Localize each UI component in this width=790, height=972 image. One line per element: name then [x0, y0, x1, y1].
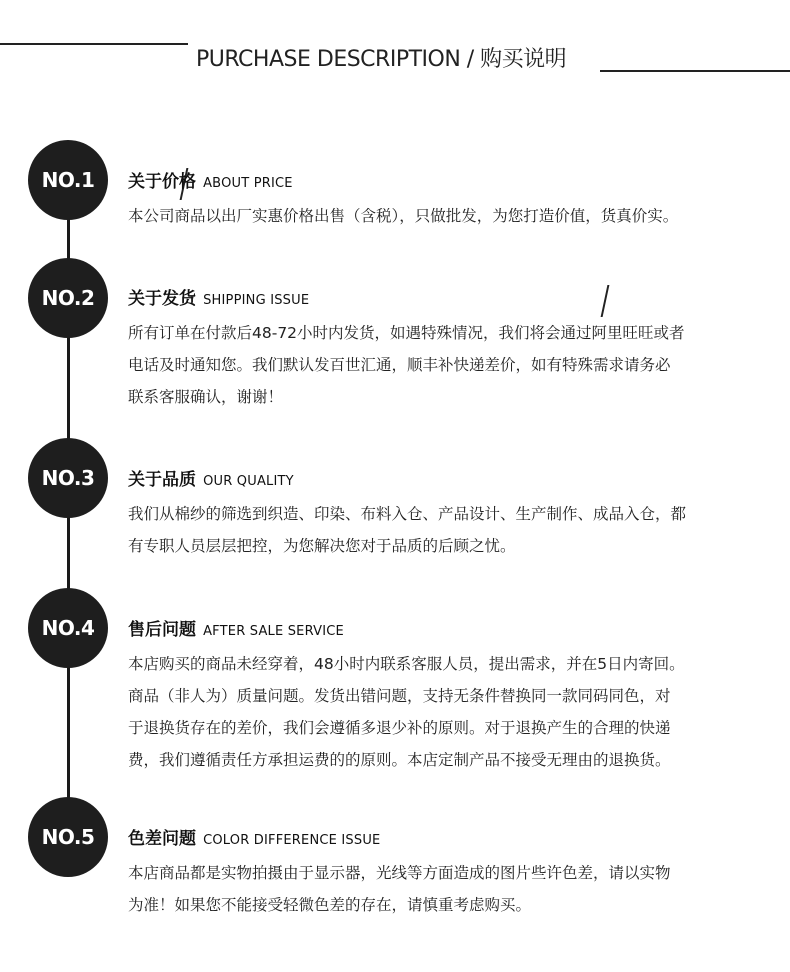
section-body: [128, 648, 778, 776]
header-rule-right: [600, 70, 790, 72]
section-title-cn: 关于价格: [128, 172, 196, 192]
header-rule-left: [0, 43, 188, 45]
section-shipping: [128, 285, 778, 413]
section-price: [128, 168, 778, 232]
section-title-en: COLOR DIFFERENCE ISSUE: [203, 833, 381, 848]
section-body: [128, 200, 778, 232]
number-badge-2: NO.2: [28, 258, 108, 338]
body-line: 商品（非人为）质量问题。发货出错问题，支持无条件替换同一款同码同色，对: [128, 687, 671, 705]
section-title-cn: 关于发货: [128, 289, 196, 309]
section-body: [128, 857, 778, 921]
number-badge-4: NO.4: [28, 588, 108, 668]
body-line: 于退换货存在的差价，我们会遵循多退少补的原则。对于退换产生的合理的快递: [128, 719, 671, 737]
section-title: [128, 168, 778, 196]
number-badge-5: NO.5: [28, 797, 108, 877]
section-quality: [128, 466, 778, 562]
section-title: [128, 825, 778, 853]
body-line: 有专职人员层层把控，为您解决您对于品质的后顾之忧。: [128, 537, 516, 555]
section-after-sale: [128, 616, 778, 776]
body-line: 联系客服确认，谢谢！: [128, 388, 284, 406]
section-title-en: ABOUT PRICE: [203, 176, 293, 191]
body-line: 所有订单在付款后48-72小时内发货，如遇特殊情况，我们将会通过阿里旺旺或者: [128, 324, 685, 342]
body-line: 我们从棉纱的筛选到织造、印染、布料入仓、产品设计、生产制作、成品入仓，都: [128, 505, 687, 523]
body-line: 电话及时通知您。我们默认发百世汇通，顺丰补快递差价，如有特殊需求请务必: [128, 356, 671, 374]
number-badge-1: NO.1: [28, 140, 108, 220]
section-title: [128, 285, 778, 313]
section-body: [128, 498, 778, 562]
body-line: 本店购买的商品未经穿着，48小时内联系客服人员，提出需求，并在5日内寄回。: [128, 655, 685, 673]
section-title-en: SHIPPING ISSUE: [203, 293, 310, 308]
body-line: 费，我们遵循责任方承担运费的的原则。本店定制产品不接受无理由的退换货。: [128, 751, 671, 769]
body-line: 为准！如果您不能接受轻微色差的存在，请慎重考虑购买。: [128, 896, 532, 914]
section-title-cn: 售后问题: [128, 620, 196, 640]
section-body: [128, 317, 778, 413]
body-line: 本店商品都是实物拍摄由于显示器，光线等方面造成的图片些许色差，请以实物: [128, 864, 671, 882]
section-title-cn: 关于品质: [128, 470, 196, 490]
section-title: [128, 466, 778, 494]
page-title: PURCHASE DESCRIPTION / 购买说明: [196, 47, 567, 72]
section-title-cn: 色差问题: [128, 829, 196, 849]
section-title: [128, 616, 778, 644]
section-color-difference: [128, 825, 778, 921]
body-line: 本公司商品以出厂实惠价格出售（含税），只做批发，为您打造价值，货真价实。: [128, 207, 679, 225]
section-title-en: AFTER SALE SERVICE: [203, 624, 344, 639]
section-title-en: OUR QUALITY: [203, 474, 294, 489]
number-badge-3: NO.3: [28, 438, 108, 518]
